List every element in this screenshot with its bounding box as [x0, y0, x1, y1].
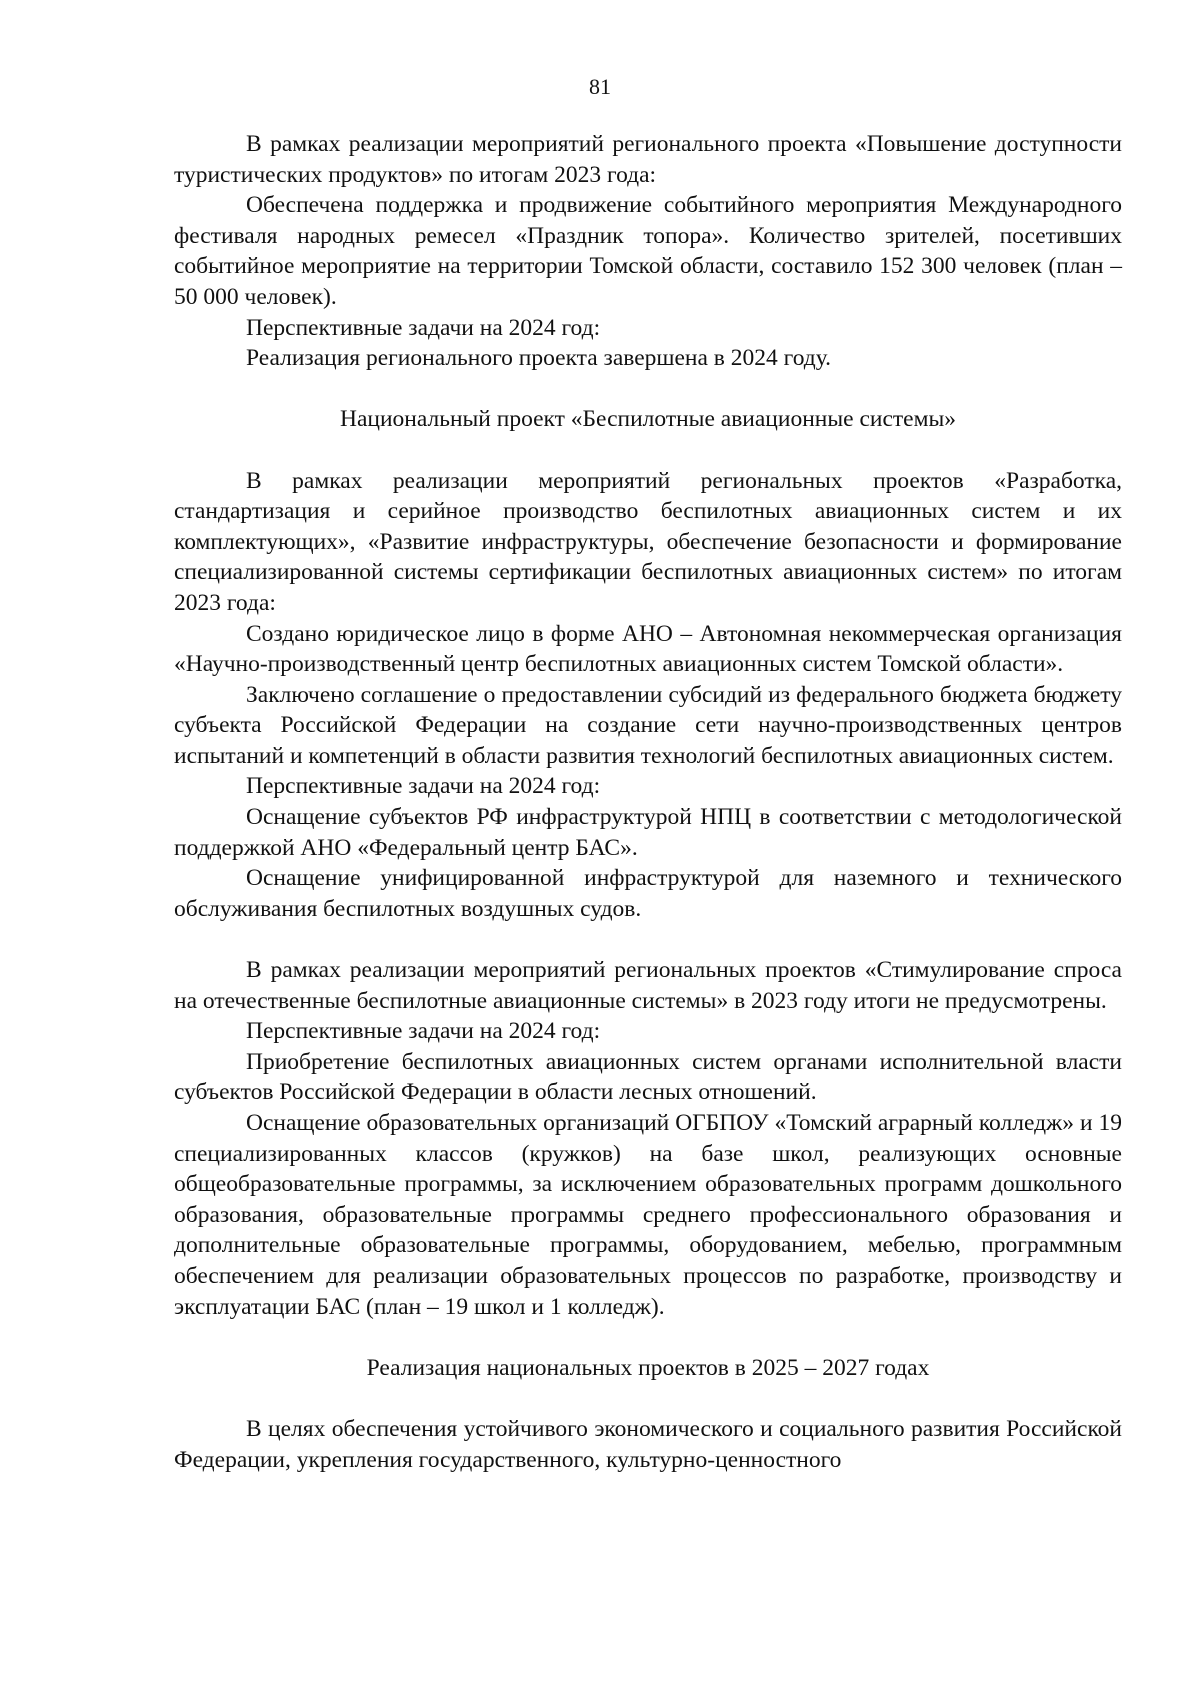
future-intro-paragraph: В целях обеспечения устойчивого экономического и социального развития Российской Федерации, укрепления государственного, культурно-ценностного: [174, 1415, 1122, 1473]
demand-task-paragraph: Оснащение образовательных организаций ОГБПОУ «Томский аграрный колледж» и 19 специализированных классов (кружков) на базе школ, реализующих основные общеобразовательные программы, за исключением образовательных программ дошкольного образования, образовательные программы среднего профессионального образования и дополнительные образовательные программы, оборудованием, мебелью, программным обеспечением для реализации образовательных процессов по разработке, производству и эксплуатации БАС (план – 19 школ и 1 колледж).: [174, 1110, 1122, 1320]
tourism-intro-paragraph: В рамках реализации мероприятий регионального проекта «Повышение доступности туристических продуктов» по итогам 2023 года:: [174, 131, 1122, 188]
page-number: 81: [589, 74, 611, 99]
tourism-tasks-paragraph: Реализация регионального проекта завершена в 2024 году.: [246, 345, 831, 372]
uas-task-paragraph: Оснащение унифицированной инфраструктурой для наземного и технического обслуживания беспилотных воздушных судов.: [174, 865, 1122, 922]
uas-intro-paragraph: В рамках реализации мероприятий региональных проектов «Разработка, стандартизация и серийное производство беспилотных авиационных систем и их комплектующих», «Развитие инфраструктуры, обеспечение безопасности и формирование специализированной системы сертификации беспилотных авиационных систем» по итогам 2023 года:: [174, 467, 1122, 616]
uas-task-paragraph: Оснащение субъектов РФ инфраструктурой НПЦ в соответствии с методологической поддержкой АНО «Федеральный центр БАС».: [174, 804, 1122, 861]
uas-section-heading: Национальный проект «Беспилотные авиационные системы»: [339, 406, 956, 433]
demand-tasks-label: Перспективные задачи на 2024 год:: [246, 1018, 601, 1045]
document-body: [174, 129, 1122, 1475]
future-section-heading: Реализация национальных проектов в 2025 – 2027 годах: [366, 1354, 930, 1381]
section-spacer: [174, 435, 1122, 466]
uas-result-paragraph: Заключено соглашение о предоставлении субсидий из федерального бюджета бюджету субъекта Российской Федерации на создание сети научно-производственных центров испытаний и компетенций в области развития технологий беспилотных авиационных систем.: [174, 681, 1122, 769]
section-spacer: [174, 924, 1122, 955]
section-spacer: [174, 374, 1122, 405]
section-spacer: [174, 1383, 1122, 1414]
demand-task-paragraph: Приобретение беспилотных авиационных систем органами исполнительной власти субъектов Российской Федерации в области лесных отношений.: [174, 1048, 1122, 1106]
uas-result-paragraph: Создано юридическое лицо в форме АНО – Автономная некоммерческая организация «Научно-производственный центр беспилотных авиационных систем Томской области».: [174, 620, 1122, 678]
uas-tasks-label: Перспективные задачи на 2024 год:: [246, 773, 601, 800]
tourism-tasks-label: Перспективные задачи на 2024 год:: [246, 314, 601, 341]
demand-intro-paragraph: В рамках реализации мероприятий региональных проектов «Стимулирование спроса на отечественные беспилотные авиационные системы» в 2023 году итоги не предусмотрены.: [174, 957, 1122, 1014]
tourism-result-paragraph: Обеспечена поддержка и продвижение событийного мероприятия Международного фестиваля народных ремесел «Праздник топора». Количество зрителей, посетивших событийное мероприятие на территории Томской области, составило 152 300 человек (план – 50 000 человек).: [174, 192, 1122, 310]
section-spacer: [174, 1322, 1122, 1353]
